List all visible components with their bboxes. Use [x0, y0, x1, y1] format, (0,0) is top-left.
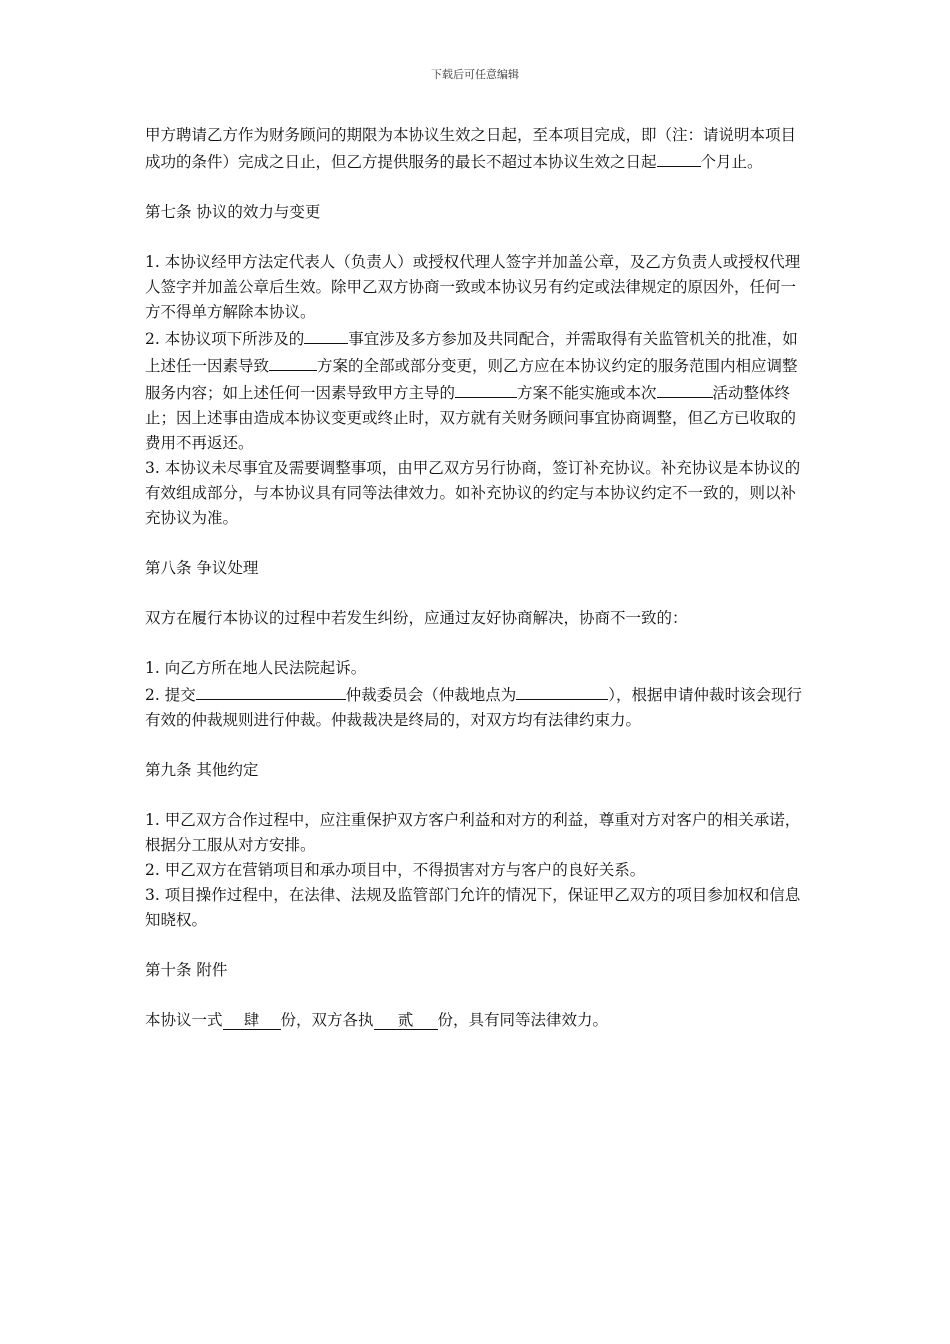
blank-plan-led	[455, 379, 517, 398]
copies-total: 肆	[223, 1011, 281, 1030]
article-9-title: 第九条 其他约定	[145, 761, 259, 779]
article-7-title: 第七条 协议的效力与变更	[145, 203, 321, 221]
blank-plan	[269, 352, 317, 371]
clause-text: 2. 本协议项下所涉及的	[145, 330, 305, 348]
copies-each: 贰	[374, 1011, 438, 1030]
article-7-clause-1: 1. 本协议经甲方法定代表人（负责人）或授权代理人签字并加盖公章，及乙方负责人或授权代理人签字并加盖公章后生效。除甲乙双方协商一致或本协议另有约定或法律规定的原因外，任何一方不得单方解除本协议。	[145, 253, 801, 321]
intro-text-end: 个月止。	[700, 153, 763, 171]
article-7-clause-2	[145, 325, 805, 456]
clause-text: 本协议一式	[145, 1011, 223, 1029]
clause-text: 方案不能实施或本次	[517, 384, 657, 402]
clause-text: 份，具有同等法律效力。	[437, 1011, 609, 1029]
article-9-clause-2: 2. 甲乙双方在营销项目和承办项目中，不得损害对方与客户的良好关系。	[145, 861, 646, 879]
article-9-clause-1: 1. 甲乙双方合作过程中，应注重保护双方客户利益和对方的利益，尊重对方对客户的相关承诺，根据分工服从对方安排。	[145, 811, 801, 854]
article-7-clause-3: 3. 本协议未尽事宜及需要调整事项，由甲乙双方另行协商，签订补充协议。补充协议是本协议的有效组成部分，与本协议具有同等法律效力。如补充协议的约定与本协议约定不一致的，则以补充协议为准。	[145, 459, 801, 527]
article-8-title: 第八条 争议处理	[145, 559, 259, 577]
clause-text: 活动整体终止；因上述事由造成本协议变更或终止时，双方就有关财务顾问事宜协商调整，但乙方已收取的费用不再返还。	[145, 384, 797, 452]
article-10-copies	[145, 1008, 805, 1033]
clause-text: ），根据申请仲裁时该会现行有效的仲裁规则进行仲裁。仲裁裁决是终局的，对双方均有法律约束力。	[145, 686, 802, 729]
article-8-intro: 双方在履行本协议的过程中若发生纠纷，应通过友好协商解决，协商不一致的：	[145, 609, 688, 627]
intro-text: 甲方聘请乙方作为财务顾问的期限为本协议生效之日起，至本项目完成，即（注：请说明本项目成功的条件）完成之日止，但乙方提供服务的最长不超过本协议生效之日起	[145, 126, 797, 171]
intro-paragraph	[145, 123, 805, 175]
article-10-title: 第十条 附件	[145, 961, 228, 979]
clause-text: 份，双方各执	[280, 1011, 374, 1029]
blank-months	[657, 148, 701, 167]
clause-text: 方案的全部或部分变更，则乙方应在本协议约定的服务范围内相应调整服务内容；如上述任何一因素导致甲方主导的	[145, 357, 798, 402]
document-body	[145, 123, 805, 1033]
page-header: 下载后可任意编辑	[431, 68, 519, 81]
clause-text: 仲裁委员会（仲裁地点为	[345, 686, 517, 704]
article-8-option-1: 1. 向乙方所在地人民法院起诉。	[145, 659, 367, 677]
blank-arbitration-place	[516, 681, 608, 700]
article-8-option-2	[145, 681, 805, 733]
blank-matter	[304, 325, 348, 344]
article-9-clause-3: 3. 项目操作过程中，在法律、法规及监管部门允许的情况下，保证甲乙双方的项目参加权和信息知晓权。	[145, 886, 801, 929]
clause-text: 2. 提交	[145, 686, 196, 704]
clause-text: 事宜涉及多方参加及共同配合，并需取得有关监管机关的批准，如上述任一因素导致	[145, 330, 798, 375]
blank-arbitration-commission	[196, 681, 346, 700]
blank-activity	[657, 379, 713, 398]
